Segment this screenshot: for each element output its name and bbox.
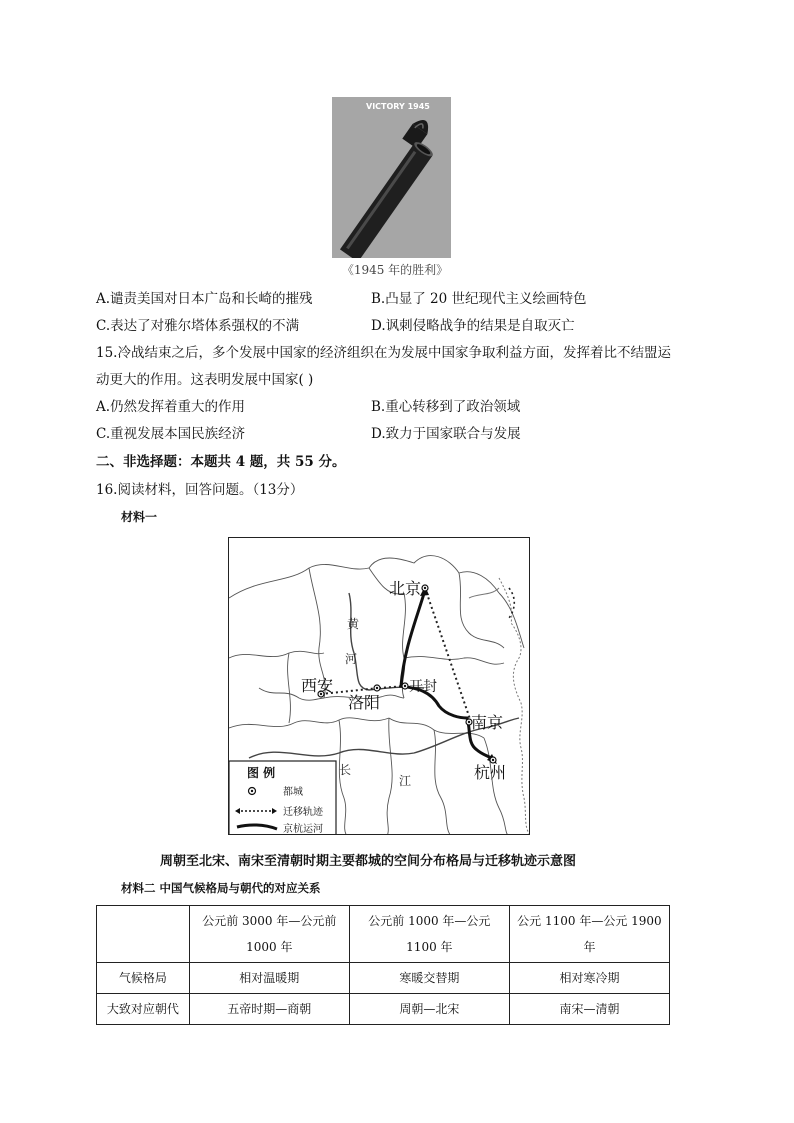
map-svg: [229, 538, 530, 835]
city-xian: 西安: [301, 676, 334, 695]
table-header-cell: 公元前 1000 年—公元 1100 年: [349, 906, 509, 963]
river-huang-1: 黄: [347, 617, 360, 631]
q14-option-b: B.凸显了 20 世纪现代主义绘画特色: [371, 291, 587, 307]
material-1-label: 材料一: [121, 510, 158, 524]
river-chang-1: 长: [339, 763, 352, 777]
table-header-row: [97, 906, 670, 963]
city-nanjing: 南京: [471, 713, 504, 732]
legend-capital: 都城: [283, 787, 303, 798]
poster-illustration: [332, 97, 451, 258]
map-caption: 周朝至北宋、南宋至清朝时期主要都城的空间分布格局与迁移轨迹示意图: [160, 854, 577, 869]
q15-option-c: C.重视发展本国民族经济: [96, 426, 246, 442]
city-beijing: 北京: [389, 579, 422, 598]
river-huang-2: 河: [345, 652, 358, 666]
table-row: [97, 963, 670, 994]
table-row: [97, 994, 670, 1025]
material-2-label: 材料二 中国气候格局与朝代的对应关系: [121, 881, 321, 895]
q15-option-a: A.仍然发挥着重大的作用: [96, 399, 246, 415]
q15-stem-line2: 动更大的作用。这表明发展中国家( ): [96, 372, 314, 388]
table-cell: 南宋—清朝: [509, 994, 669, 1025]
table-cell: 大致对应朝代: [97, 994, 190, 1025]
river-chang-2: 江: [399, 774, 412, 788]
table-cell: 寒暖交替期: [349, 963, 509, 994]
legend-migration: 迁移轨迹: [283, 807, 323, 818]
q14-option-c: C.表达了对雅尔塔体系强权的不满: [96, 318, 300, 334]
climate-dynasty-table: [96, 905, 670, 1025]
legend-canal: 京杭运河: [283, 824, 323, 835]
table-cell: 气候格局: [97, 963, 190, 994]
section-2-heading: 二、非选择题：本题共 4 题，共 55 分。: [96, 454, 346, 470]
table-header-cell: 公元前 3000 年—公元前 1000 年: [189, 906, 349, 963]
table-cell: 五帝时期—商朝: [189, 994, 349, 1025]
map-legend: [229, 761, 336, 835]
poster-title: VICTORY 1945: [366, 102, 430, 111]
victory-1945-poster: [332, 97, 451, 258]
q16-stem: 16.阅读材料，回答问题。（13分）: [96, 482, 304, 498]
q14-option-d: D.讽刺侵略战争的结果是自取灭亡: [371, 318, 575, 334]
q15-stem-line1: 15.冷战结束之后，多个发展中国家的经济组织在为发展中国家争取利益方面，发挥着比不结盟运: [96, 345, 671, 361]
city-luoyang: 洛阳: [348, 693, 381, 712]
table-cell: 相对温暖期: [189, 963, 349, 994]
capital-migration-map: [228, 537, 530, 835]
table-cell: [97, 906, 190, 963]
city-kaifeng: 开封: [409, 679, 437, 695]
table-cell: 周朝—北宋: [349, 994, 509, 1025]
table-cell: 相对寒冷期: [509, 963, 669, 994]
table-header-cell: 公元 1100 年—公元 1900 年: [509, 906, 669, 963]
q15-option-d: D.致力于国家联合与发展: [371, 426, 521, 442]
q14-option-a: A.谴责美国对日本广岛和长崎的摧残: [96, 291, 313, 307]
city-hangzhou: 杭州: [474, 763, 507, 782]
q15-option-b: B.重心转移到了政治领域: [371, 399, 521, 415]
legend-title: 图 例: [247, 766, 276, 780]
poster-caption: 《1945 年的胜利》: [341, 263, 449, 277]
